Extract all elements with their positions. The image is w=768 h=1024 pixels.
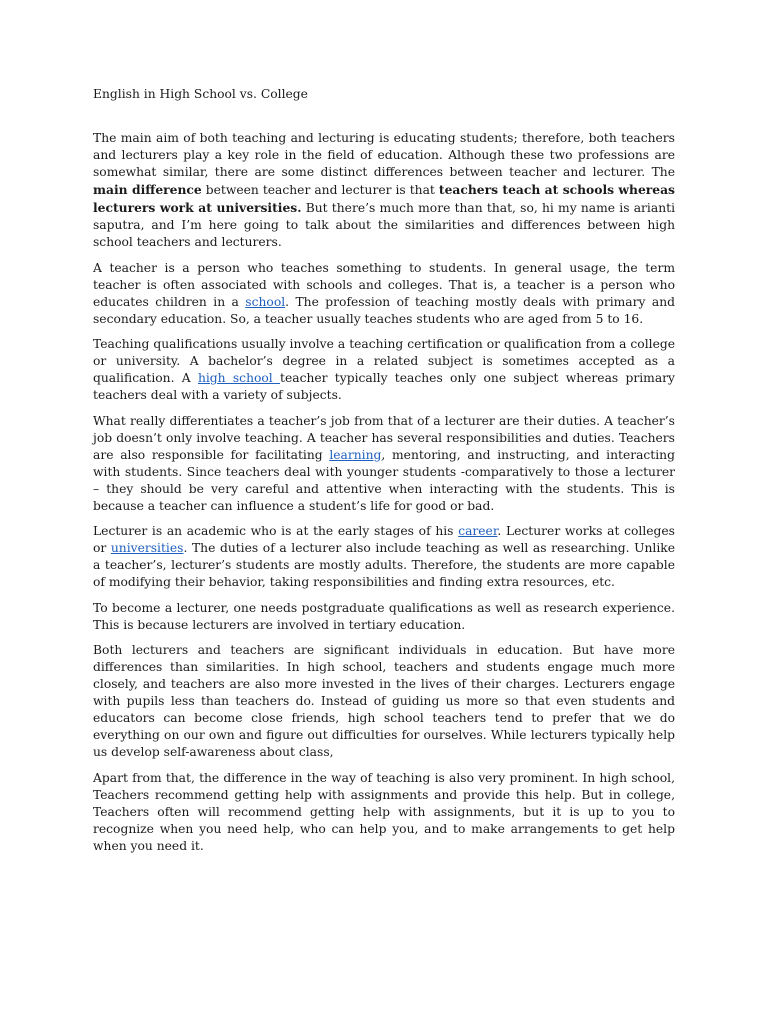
paragraph-lecturer-definition: [93, 523, 675, 591]
paragraph-teacher-definition: [93, 260, 675, 328]
text-run: Lecturer is an academic who is at the early stages of his: [93, 524, 459, 538]
link-school[interactable]: school: [245, 294, 286, 309]
paragraph-differences: Both lecturers and teachers are significant individuals in education. But have more differences than similarities. In high school, teachers and students engage much more closely, and teachers are also more invested in the lives of their charges. Lecturers engage with pupils less than teachers do. Instead of guiding us more so that even students and educators can become close friends, high school teachers tend to prefer that we do everything on our own and figure out difficulties for ourselves. While lecturers typically help us develop self-awareness about class,: [93, 643, 675, 759]
text-run: The main aim of both teaching and lecturing is educating students; therefore, both teachers and lecturers play a key role in the field of education. Although these two professions are somewhat similar, there are some distinct differences between teacher and lecturer. The: [93, 131, 675, 179]
paragraph-teaching-style: Apart from that, the difference in the way of teaching is also very prominent. In high school, Teachers recommend getting help with assignments and provide this help. But in college, Teachers often will recommend getting help with assignments, but it is up to you to recognize when you need help, who can help you, and to make arrangements to get help when you need it.: [93, 770, 675, 853]
document-page: [93, 86, 675, 863]
text-run: But there’s much more than that, so, hi my name is arianti saputra, and I’m here going to talk about the similarities and differences between high school teachers and lecturers.: [93, 201, 675, 249]
link-learning[interactable]: learning: [329, 447, 382, 462]
bold-text: main difference: [93, 182, 202, 197]
text-run: . The profession of teaching mostly deals with primary and secondary education. So, a teacher usually teaches students who are aged from 5 to 16.: [93, 294, 675, 326]
document-title: English in High School vs. College: [93, 87, 308, 101]
link-high-school[interactable]: high school: [197, 371, 281, 385]
text-run: teacher typically teaches only one subject whereas primary teachers deal with a variety of subjects.: [93, 371, 675, 402]
paragraph-intro: [93, 130, 675, 251]
bold-text: teachers teach at schools whereas lecturers work at universities.: [93, 182, 675, 215]
text-run: A teacher is a person who teaches something to students. In general usage, the term teacher is often associated with schools and colleges. That is, a teacher is a person who educates children in a: [93, 260, 675, 309]
text-run: between teacher and lecturer is that: [201, 183, 439, 197]
text-run: Teaching qualifications usually involve a teaching certification or qualification from a college or university. A bachelor’s degree in a related subject is sometimes accepted as a qualification. A: [93, 337, 675, 385]
paragraph-lecturer-qualifications: To become a lecturer, one needs postgraduate qualifications as well as research experience. This is because lecturers are involved in tertiary education.: [93, 600, 675, 632]
text-run: . The duties of a lecturer also include teaching as well as researching. Unlike a teacher’s, lecturer’s students are mostly adults. Therefore, the students are more capable of modifying their behavior, taking responsibilities and finding extra resources, etc.: [93, 541, 675, 589]
paragraph-duties: [93, 413, 675, 515]
link-career[interactable]: career: [458, 524, 498, 538]
text-run: What really differentiates a teacher’s job from that of a lecturer are their duties. A teacher’s job doesn’t only involve teaching. A teacher has several responsibilities and duties. Teachers are also responsible for facilitating: [93, 413, 675, 462]
link-universities[interactable]: universities: [110, 541, 184, 555]
text-run: , mentoring, and instructing, and interacting with students. Since teachers deal with younger students -comparatively to those a lecturer – they should be very careful and attentive when interacting with the students. This is because a teacher can influence a student’s life for good or bad.: [93, 447, 675, 513]
text-run: . Lecturer works at colleges or: [93, 524, 675, 555]
paragraph-qualifications: [93, 336, 675, 404]
